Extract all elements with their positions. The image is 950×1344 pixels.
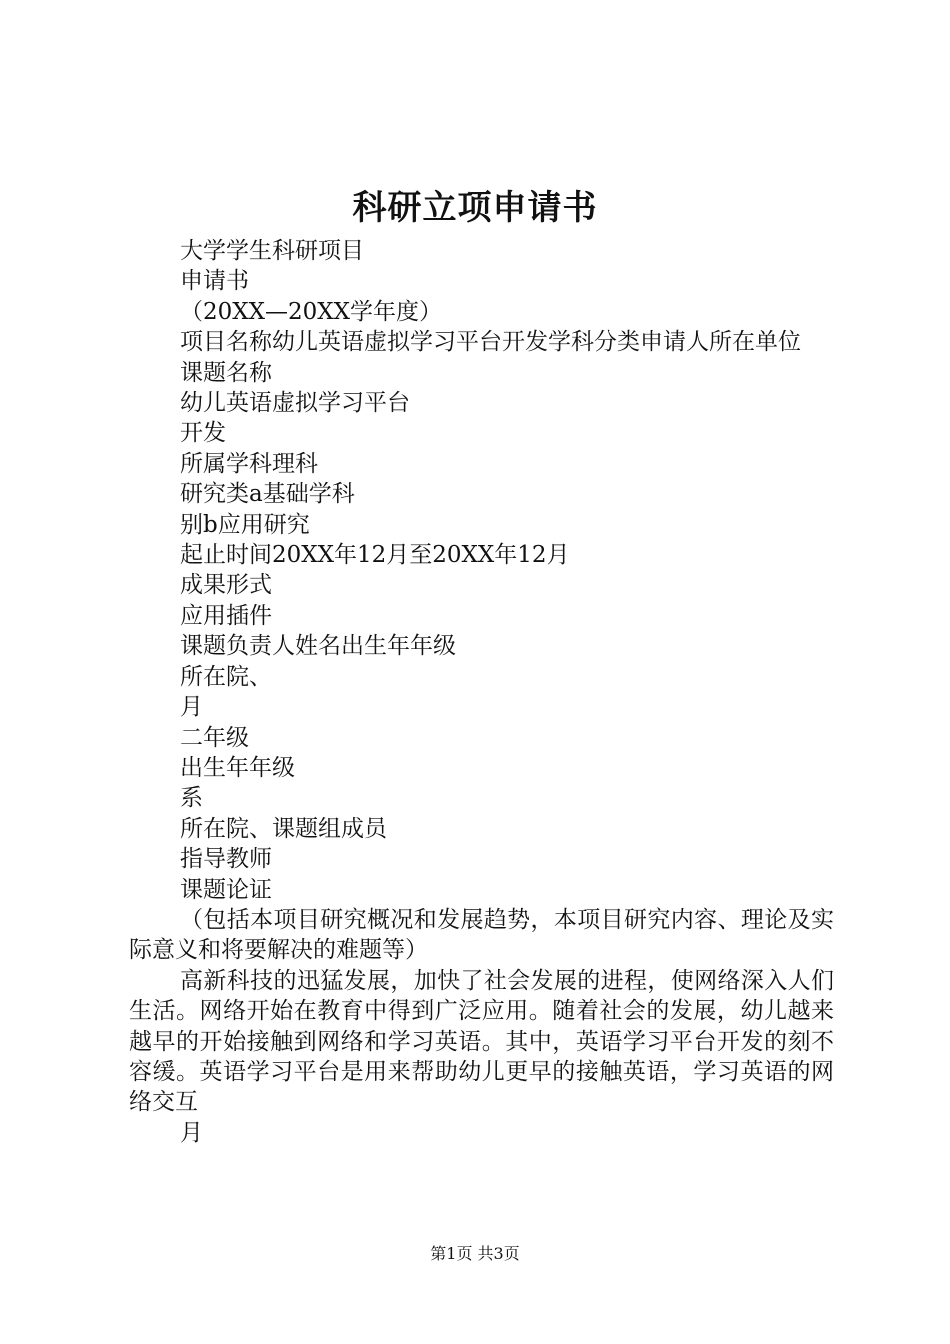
paragraph: 起止时间20XX年12月至20XX年12月 (180, 542, 570, 569)
paragraph: 成果形式 (180, 572, 272, 599)
paragraph: 课题负责人姓名出生年年级 (180, 633, 456, 660)
document-title: 科研立项申请书 (352, 188, 598, 228)
paragraph: 开发 (180, 420, 226, 447)
paragraph: 指导教师 (180, 846, 272, 873)
paragraph: 大学学生科研项目 (180, 238, 364, 264)
paragraph: 研究类a基础学科 (180, 481, 355, 508)
paragraph: 月 (180, 1119, 203, 1146)
paragraph: （包括本项目研究概况和发展趋势，本项目研究内容、理论及实际意义和将要解决的难题等） (129, 906, 834, 964)
paragraph: 幼儿英语虚拟学习平台 (180, 390, 410, 417)
document-body (129, 236, 834, 1148)
paragraph: 所在院、 (180, 663, 272, 690)
paragraph: 高新科技的迅猛发展，加快了社会发展的进程，使网络深入人们生活。网络开始在教育中得到广泛应用。随着社会的发展，幼儿越来越早的开始接触到网络和学习英语。其中，英语学习平台开发的刻不容缓。英语学习平台是用来帮助幼儿更早的接触英语，学习英语的网络交互 (129, 967, 834, 1116)
paragraph: 月 (180, 694, 203, 721)
paragraph: 系 (180, 785, 203, 812)
paragraph: 课题名称 (180, 359, 272, 386)
paragraph: 应用插件 (180, 602, 272, 629)
page-footer: 第1页 共3页 (430, 1244, 520, 1263)
paragraph: 项目名称幼儿英语虚拟学习平台开发学科分类申请人所在单位 (180, 329, 801, 356)
paragraph: 出生年年级 (180, 754, 295, 781)
paragraph: 申请书 (180, 268, 249, 295)
paragraph: 所属学科理科 (180, 450, 318, 477)
paragraph: 课题论证 (180, 876, 272, 903)
paragraph: 二年级 (180, 724, 249, 751)
paragraph: 别b应用研究 (180, 511, 310, 538)
paragraph: 所在院、课题组成员 (180, 815, 387, 842)
paragraph: （20XX—20XX学年度） (180, 298, 443, 325)
